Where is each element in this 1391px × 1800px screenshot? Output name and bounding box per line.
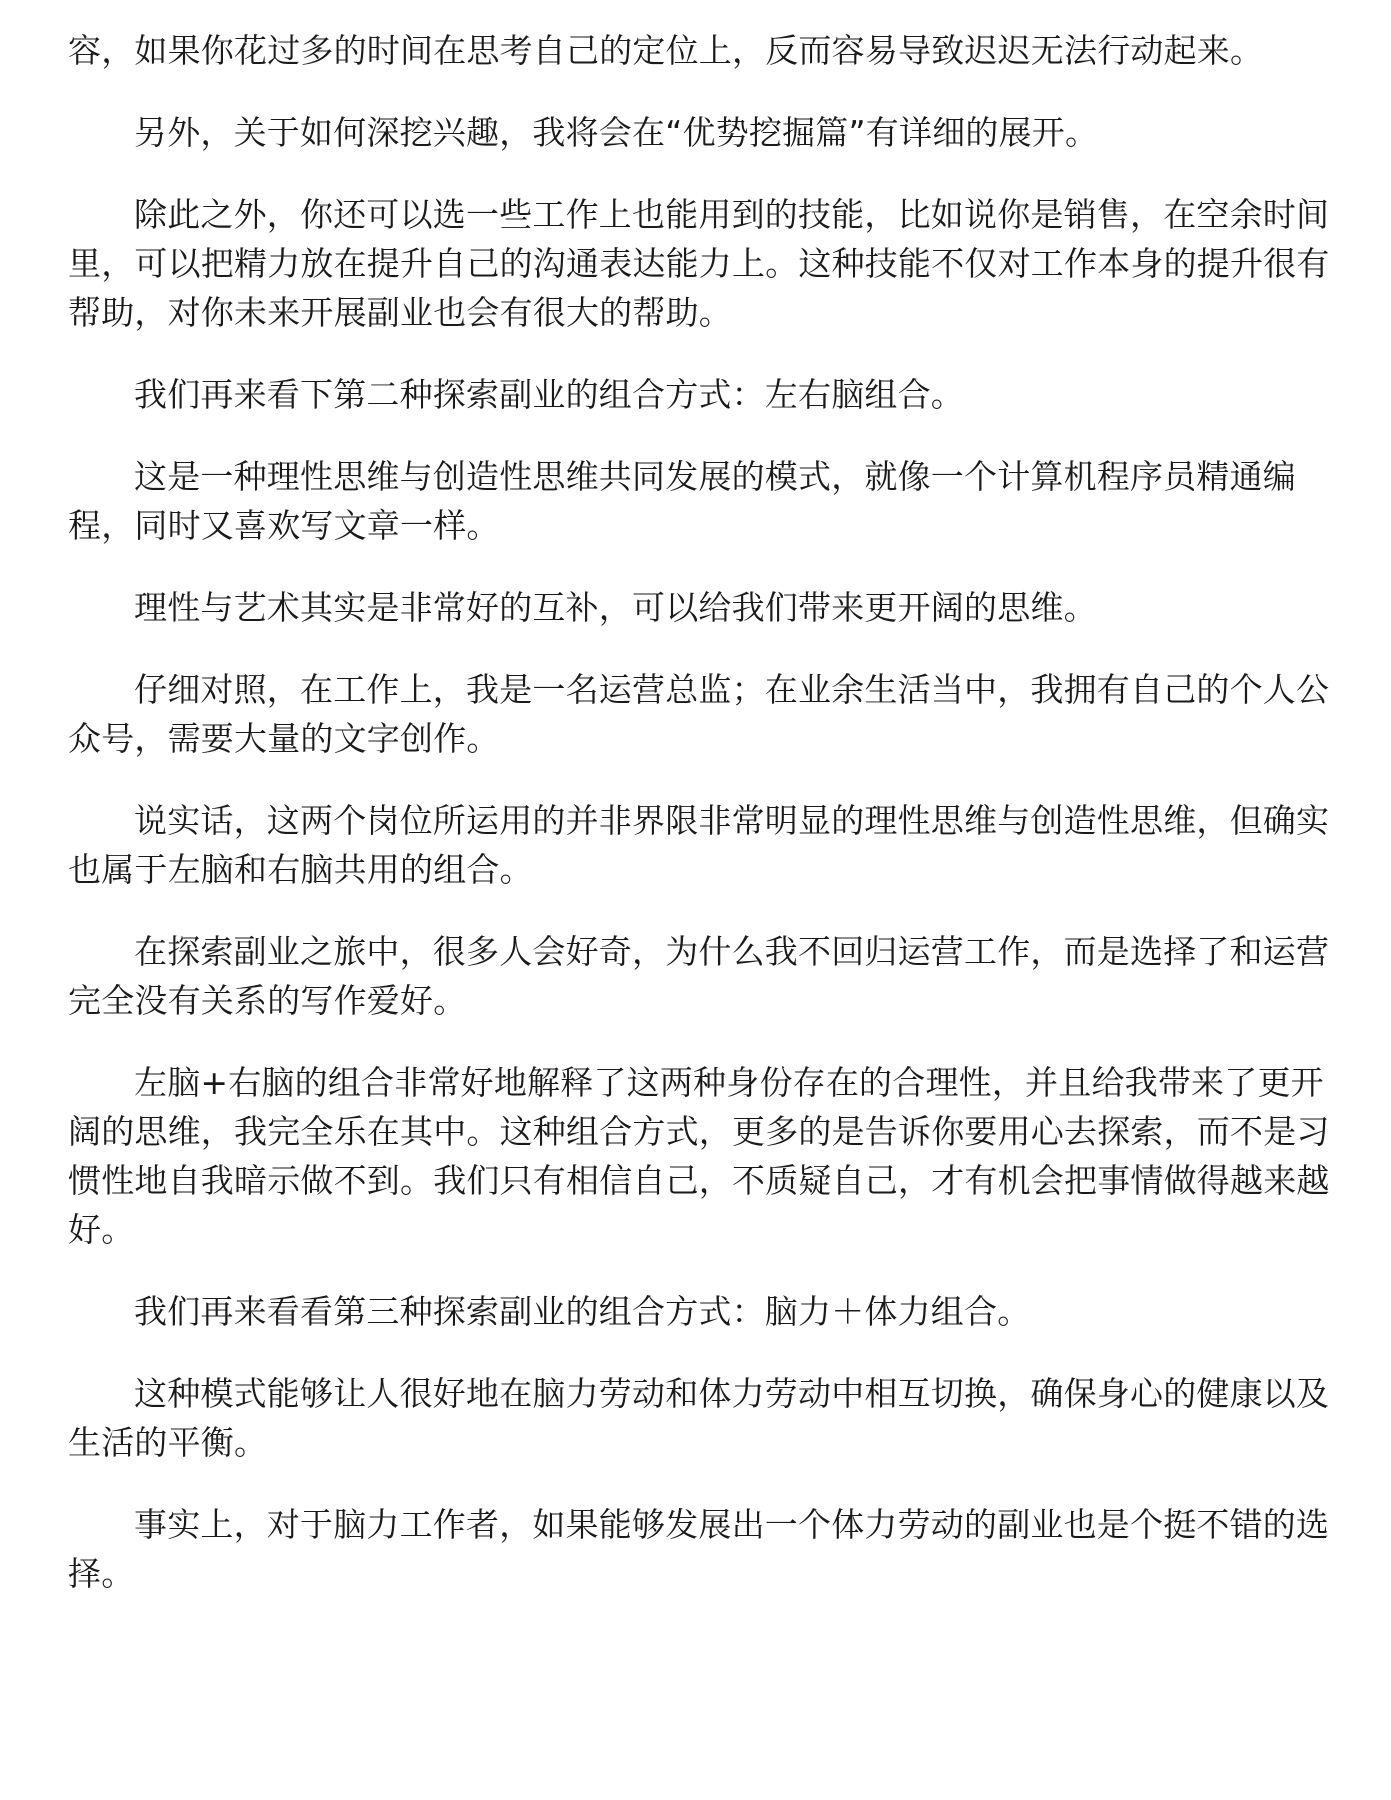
paragraph-second-combination: 我们再来看下第二种探索副业的组合方式：左右脑组合。 (134, 375, 964, 414)
paragraph-physical-sideline: 事实上，对于脑力工作者，如果能够发展出一个体力劳动的副业也是个挺不错的选择。 (68, 1505, 1330, 1593)
paragraph-left-right-brain: 左脑+右脑的组合非常好地解释了这两种身份存在的合理性，并且给我带来了更开阔的思维，我完全乐在其中。这种组合方式，更多的是告诉你要用心去探索，而不是习惯性地自我暗示做不到。我们只有相信自己，不质疑自己，才有机会把事情做得越来越好。 (68, 1063, 1330, 1249)
paragraph-third-combination: 我们再来看看第三种探索副业的组合方式：脑力＋体力组合。 (134, 1292, 1031, 1331)
paragraph-work-skills: 除此之外，你还可以选一些工作上也能用到的技能，比如说你是销售，在空余时间里，可以把精力放在提升自己的沟通表达能力上。这种技能不仅对工作本身的提升很有帮助，对你未来开展副业也会有很大的帮助。 (68, 195, 1330, 332)
paragraph-honest-note: 说实话，这两个岗位所运用的并非界限非常明显的理性思维与创造性思维，但确实也属于左脑和右脑共用的组合。 (68, 801, 1330, 889)
paragraph-balance-mode: 这种模式能够让人很好地在脑力劳动和体力劳动中相互切换，确保身心的健康以及生活的平衡。 (68, 1374, 1330, 1462)
paragraph-rational-creative: 这是一种理性思维与创造性思维共同发展的模式，就像一个计算机程序员精通编程，同时又喜欢写文章一样。 (68, 457, 1296, 545)
paragraph-interest-note: 另外，关于如何深挖兴趣，我将会在“优势挖掘篇”有详细的展开。 (134, 113, 1099, 152)
paragraph-complement: 理性与艺术其实是非常好的互补，可以给我们带来更开阔的思维。 (134, 588, 1097, 627)
paragraph-continuation: 容，如果你花过多的时间在思考自己的定位上，反而容易导致迟迟无法行动起来。 (68, 31, 1264, 70)
paragraph-personal-example: 仔细对照，在工作上，我是一名运营总监；在业余生活当中，我拥有自己的个人公众号，需要大量的文字创作。 (68, 670, 1330, 758)
paragraph-exploration-journey: 在探索副业之旅中，很多人会好奇，为什么我不回归运营工作，而是选择了和运营完全没有关系的写作爱好。 (68, 932, 1330, 1020)
